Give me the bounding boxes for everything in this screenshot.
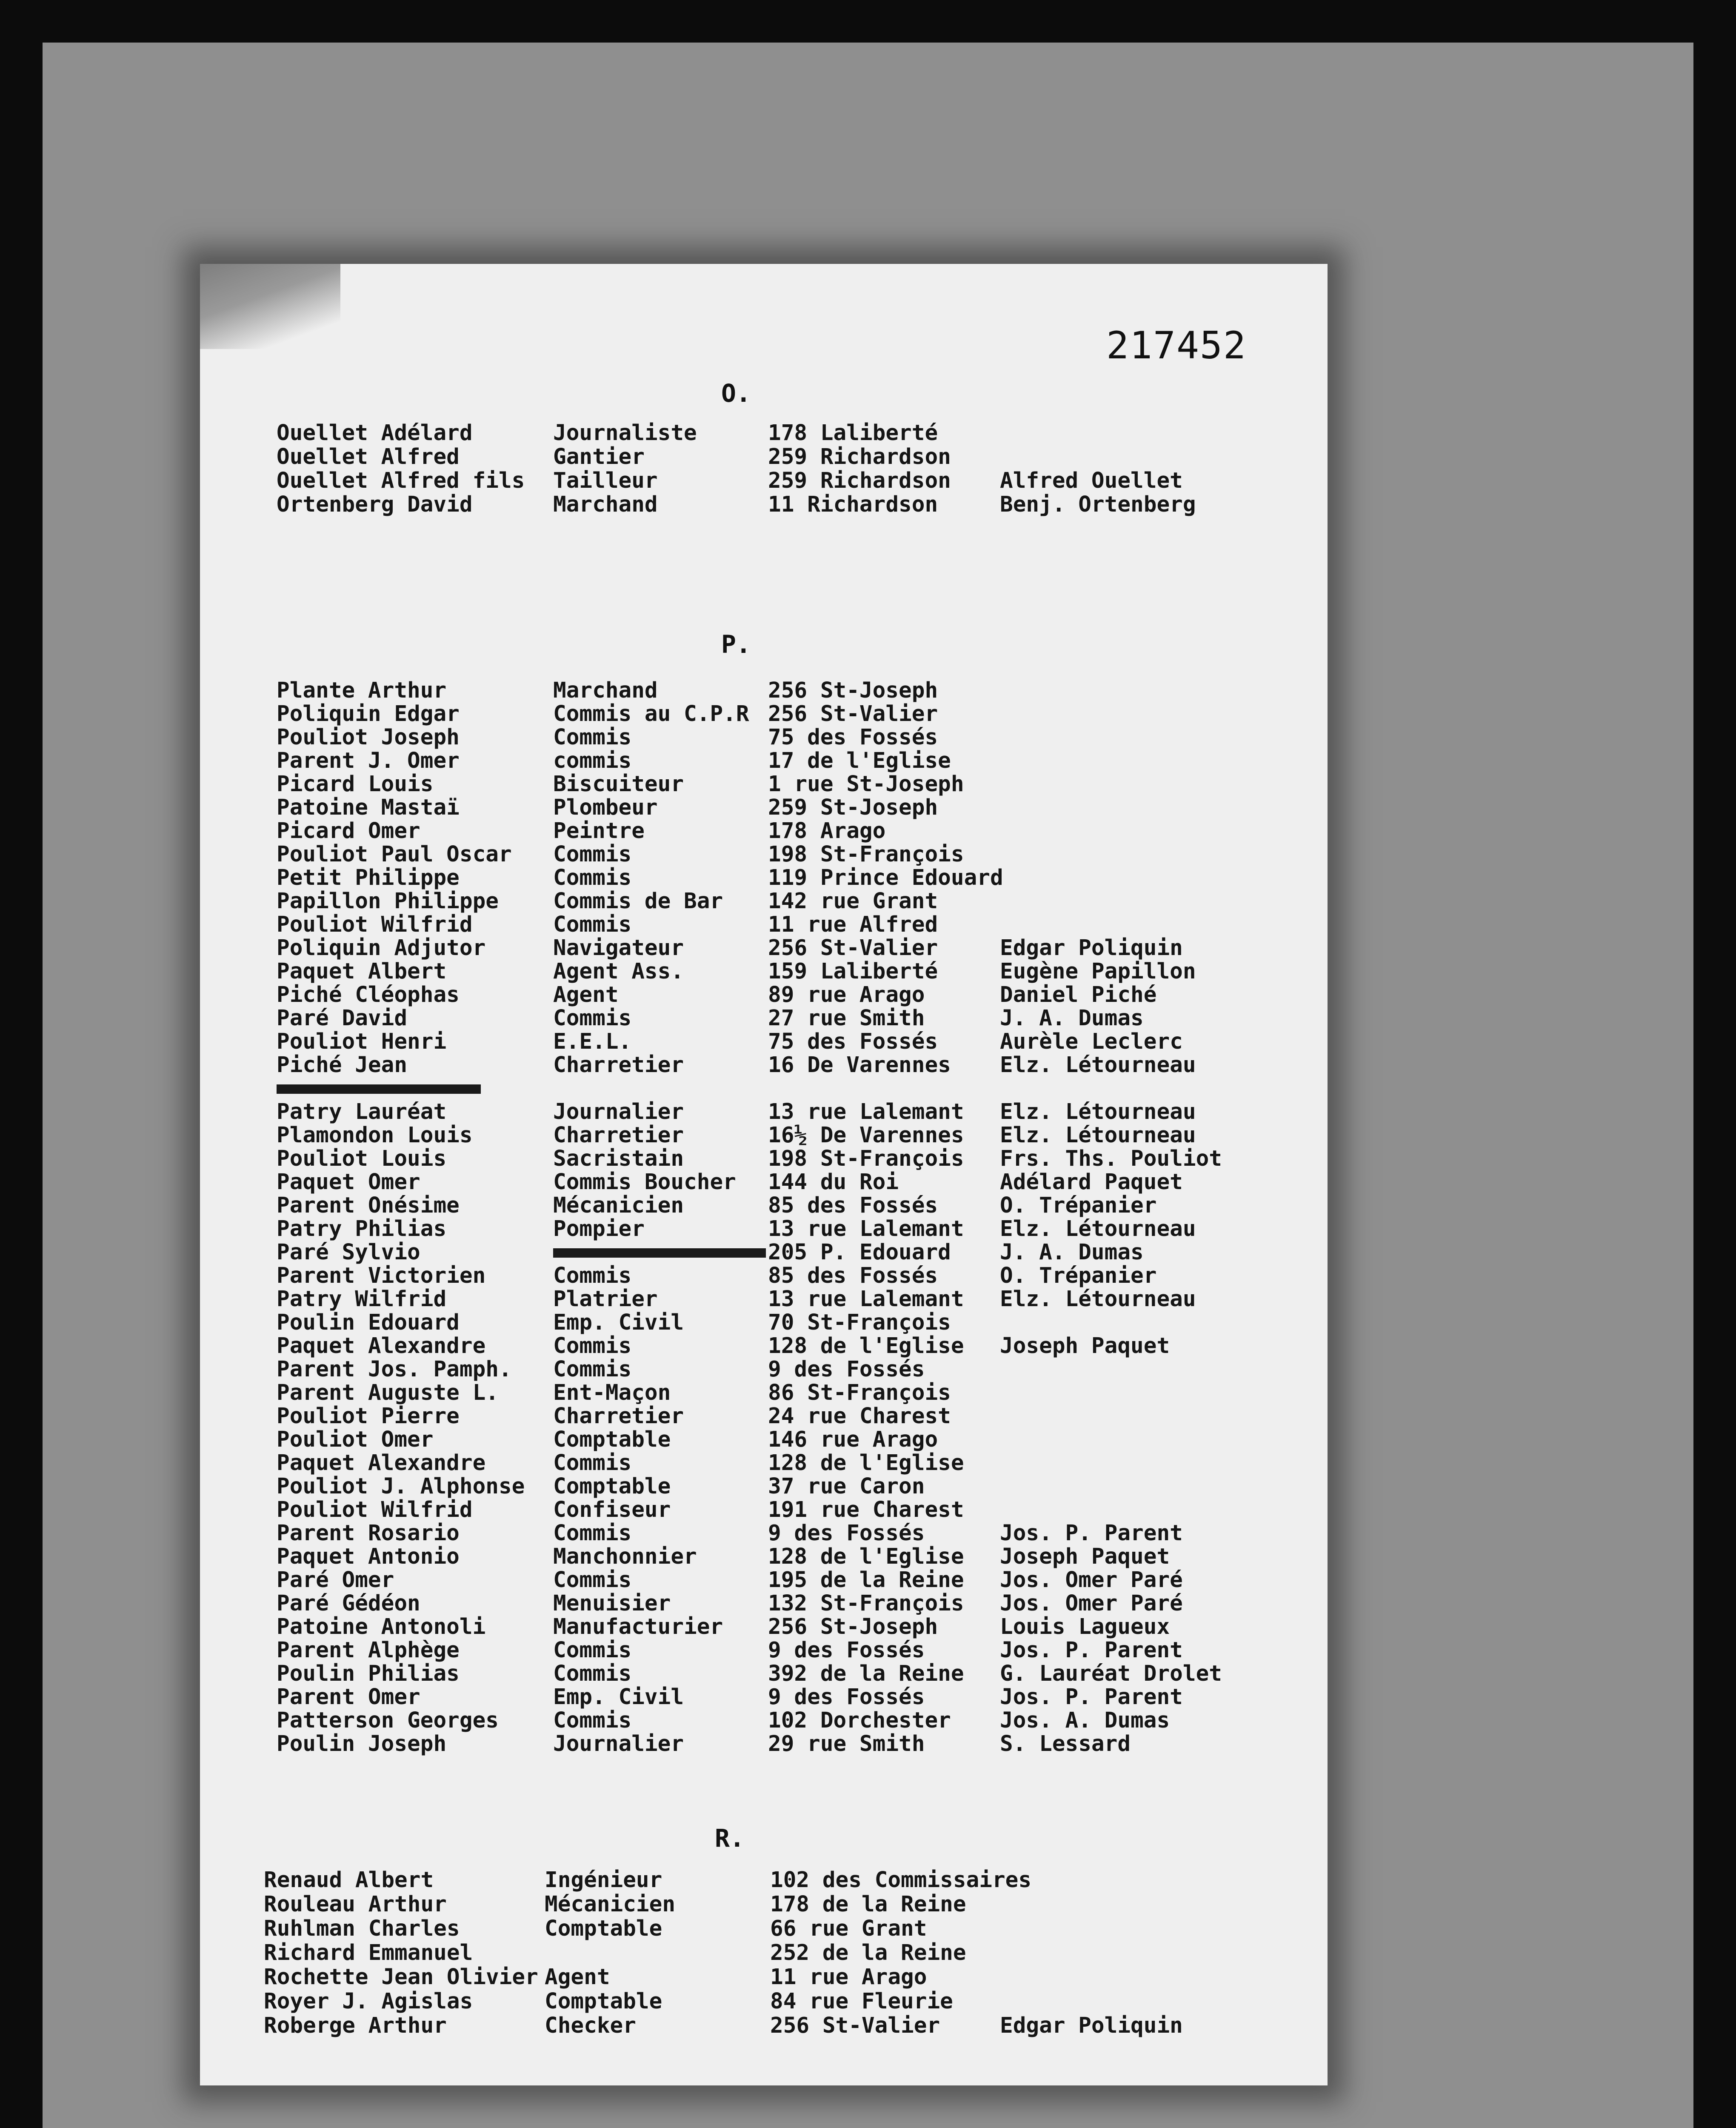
person-name: Patry Wilfrid [277,1287,447,1312]
list-item [200,1639,1328,1662]
list-item [200,1732,1328,1756]
occupation: Plombeur [553,795,658,820]
person-name: Piché Cléophas [277,982,460,1007]
address: 132 St-François [768,1591,964,1616]
person-name: Petit Philippe [277,865,460,890]
reference-name: Frs. Ths. Pouliot [1000,1146,1222,1171]
occupation: Manufacturier [553,1614,723,1639]
list-item [200,1077,1328,1101]
list-item [200,1170,1328,1194]
address: 142 rue Grant [768,889,938,914]
person-name: Royer J. Agislas [264,1989,473,2014]
list-item [200,679,1328,703]
list-item [200,445,1328,469]
person-name: Plante Arthur [277,678,447,703]
person-name: Paré Gédéon [277,1591,420,1616]
occupation: Menuisier [553,1591,671,1616]
address: 119 Prince Edouard [768,865,1003,890]
occupation: Agent [545,1965,610,1990]
list-item [200,960,1328,984]
list-item [200,1592,1328,1616]
occupation: Gantier [553,444,645,469]
person-name: Richard Emmanuel [264,1940,473,1965]
list-item [200,1053,1328,1077]
person-name: Pouliot Paul Oscar [277,842,512,867]
strikethrough-mark [277,1084,481,1094]
list-item [200,1615,1328,1639]
address: 256 St-Valier [770,2013,940,2038]
person-name: Plamondon Louis [277,1123,473,1148]
person-name: Parent Onésime [277,1193,460,1218]
occupation: Peintre [553,818,645,844]
person-name: Parent Alphège [277,1638,460,1663]
reference-name: Benj. Ortenberg [1000,492,1196,517]
list-item [200,493,1328,517]
address: 191 rue Charest [768,1497,964,1522]
list-item [200,1381,1328,1405]
person-name: Pouliot Pierre [277,1404,460,1429]
address: 259 Richardson [768,468,951,493]
reference-name: Adélard Paquet [1000,1170,1183,1195]
address: 75 des Fossés [768,1029,938,1054]
occupation: Commis [553,1357,632,1382]
section-heading-o: O. [721,379,751,408]
address: 13 rue Lalemant [768,1216,964,1241]
person-name: Poulin Philias [277,1661,460,1686]
address: 102 des Commissaires [770,1868,1032,1893]
list-item [200,1264,1328,1288]
occupation: Charretier [553,1404,684,1429]
occupation: Journaliste [553,420,697,446]
list-item [200,1334,1328,1358]
occupation: Commis [553,1567,632,1593]
person-name: Patry Lauréat [277,1099,447,1124]
occupation: Agent [553,982,619,1007]
reference-name: Edgar Poliquin [1000,935,1183,961]
list-item [200,1709,1328,1733]
reference-name: Jos. Omer Paré [1000,1567,1183,1593]
list-item [200,1965,1328,1989]
address: 256 St-Valier [768,935,938,961]
address: 259 Richardson [768,444,951,469]
address: 159 Laliberté [768,959,938,984]
reference-name: Joseph Paquet [1000,1544,1170,1569]
person-name: Parent Jos. Pamph. [277,1357,512,1382]
occupation: Ent-Maçon [553,1380,671,1405]
occupation: Pompier [553,1216,645,1241]
list-item [200,421,1328,445]
address: 13 rue Lalemant [768,1287,964,1312]
reference-name: Elz. Létourneau [1000,1123,1196,1148]
list-item [200,1685,1328,1709]
person-name: Ouellet Alfred [277,444,460,469]
list-item [200,1893,1328,1916]
person-name: Ouellet Alfred fils [277,468,525,493]
address: 195 de la Reine [768,1567,964,1593]
section-heading-r: R. [715,1824,745,1853]
person-name: Parent Auguste L. [277,1380,499,1405]
address: 9 des Fossés [768,1685,925,1710]
person-name: Pouliot Wilfrid [277,1497,473,1522]
occupation: Commis [553,842,632,867]
address: 16 De Varennes [768,1053,951,1078]
address: 16½ De Varennes [768,1123,964,1148]
occupation: Commis [553,1638,632,1663]
section-heading-p: P. [721,630,751,659]
list-item [200,1147,1328,1171]
list-item [200,1545,1328,1569]
address: 37 rue Caron [768,1474,925,1499]
person-name: Poliquin Adjutor [277,935,486,961]
list-item [200,1030,1328,1054]
list-item [200,1428,1328,1452]
list-item [200,772,1328,796]
reference-name: Aurèle Leclerc [1000,1029,1183,1054]
list-item [200,1941,1328,1965]
occupation: Commis [553,1450,632,1476]
occupation: Commis au C.P.R [553,701,749,726]
address: 9 des Fossés [768,1521,925,1546]
person-name: Ortenberg David [277,492,473,517]
person-name: Paré Omer [277,1567,394,1593]
occupation: commis [553,748,632,773]
person-name: Patry Philias [277,1216,447,1241]
list-item [200,1217,1328,1241]
person-name: Parent Rosario [277,1521,460,1546]
person-name: Pouliot Henri [277,1029,447,1054]
list-item [200,890,1328,913]
person-name: Parent Omer [277,1685,420,1710]
reference-name: Jos. Omer Paré [1000,1591,1183,1616]
address: 66 rue Grant [770,1916,927,1941]
occupation: Commis [553,865,632,890]
occupation: E.E.L. [553,1029,632,1054]
occupation: Commis [553,1708,632,1733]
address: 13 rue Lalemant [768,1099,964,1124]
person-name: Paquet Alexandre [277,1333,486,1359]
reference-name: Alfred Ouellet [1000,468,1183,493]
address: 392 de la Reine [768,1661,964,1686]
reference-name: Elz. Létourneau [1000,1053,1196,1078]
person-name: Paquet Omer [277,1170,420,1195]
reference-name: S. Lessard [1000,1731,1131,1756]
occupation: Agent Ass. [553,959,684,984]
occupation: Navigateur [553,935,684,961]
occupation: Sacristain [553,1146,684,1171]
reference-name: J. A. Dumas [1000,1240,1144,1265]
occupation: Commis [553,912,632,937]
occupation: Platrier [553,1287,658,1312]
person-name: Rouleau Arthur [264,1892,447,1917]
occupation: Mécanicien [553,1193,684,1218]
list-item [200,1241,1328,1264]
person-name: Paquet Antonio [277,1544,460,1569]
reference-name: Jos. P. Parent [1000,1521,1183,1546]
list-item [200,2014,1328,2038]
person-name: Patoine Mastaï [277,795,460,820]
person-name: Paquet Alexandre [277,1450,486,1476]
address: 144 du Roi [768,1170,899,1195]
person-name: Ruhlman Charles [264,1916,460,1941]
address: 256 St-Joseph [768,1614,938,1639]
address: 9 des Fossés [768,1357,925,1382]
strikethrough-mark [553,1248,766,1258]
address: 128 de l'Eglise [768,1450,964,1476]
list-item [200,1662,1328,1686]
address: 178 de la Reine [770,1892,966,1917]
reference-name: Daniel Piché [1000,982,1157,1007]
address: 1 rue St-Joseph [768,772,964,797]
address: 198 St-François [768,1146,964,1171]
list-item [200,983,1328,1007]
list-item [200,1522,1328,1545]
person-name: Piché Jean [277,1053,408,1078]
occupation: Commis [553,1521,632,1546]
address: 27 rue Smith [768,1006,925,1031]
person-name: Papillon Philippe [277,889,499,914]
occupation: Commis [553,1661,632,1686]
reference-name: Louis Lagueux [1000,1614,1170,1639]
person-name: Ouellet Adélard [277,420,473,446]
list-item [200,1311,1328,1335]
occupation: Mécanicien [545,1892,676,1917]
occupation: Checker [545,2013,636,2038]
list-item [200,796,1328,820]
address: 198 St-François [768,842,964,867]
occupation: Comptable [553,1474,671,1499]
occupation: Manchonnier [553,1544,697,1569]
occupation: Charretier [553,1123,684,1148]
occupation: Emp. Civil [553,1310,684,1335]
address: 24 rue Charest [768,1404,951,1429]
address: 86 St-François [768,1380,951,1405]
address: 11 rue Arago [770,1965,927,1990]
occupation: Ingénieur [545,1868,662,1893]
occupation: Comptable [553,1427,671,1452]
occupation: Commis [553,725,632,750]
address: 17 de l'Eglise [768,748,951,773]
occupation: Comptable [545,1989,662,2014]
occupation: Emp. Civil [553,1685,684,1710]
occupation: Biscuiteur [553,772,684,797]
person-name: Parent Victorien [277,1263,486,1288]
list-item [200,1475,1328,1499]
list-item [200,1124,1328,1147]
occupation: Commis [553,1333,632,1359]
person-name: Poulin Joseph [277,1731,447,1756]
reference-name: Elz. Létourneau [1000,1216,1196,1241]
person-name: Roberge Arthur [264,2013,447,2038]
person-name: Picard Louis [277,772,434,797]
list-item [200,726,1328,749]
person-name: Paré Sylvio [277,1240,420,1265]
list-item [200,1498,1328,1522]
occupation: Charretier [553,1053,684,1078]
document-page [200,264,1328,2085]
reference-name: G. Lauréat Drolet [1000,1661,1222,1686]
list-item [200,819,1328,843]
address: 89 rue Arago [768,982,925,1007]
occupation: Commis [553,1263,632,1288]
address: 259 St-Joseph [768,795,938,820]
address: 11 rue Alfred [768,912,938,937]
reference-name: O. Trépanier [1000,1263,1157,1288]
address: 252 de la Reine [770,1940,966,1965]
address: 29 rue Smith [768,1731,925,1756]
address: 75 des Fossés [768,725,938,750]
address: 102 Dorchester [768,1708,951,1733]
address: 178 Laliberté [768,420,938,446]
list-item [200,866,1328,890]
address: 84 rue Fleurie [770,1989,953,2014]
address: 205 P. Edouard [768,1240,951,1265]
person-name: Pouliot Louis [277,1146,447,1171]
list-item [200,1358,1328,1381]
list-item [200,936,1328,960]
list-item [200,702,1328,726]
address: 128 de l'Eglise [768,1544,964,1569]
list-item [200,749,1328,773]
address: 9 des Fossés [768,1638,925,1663]
person-name: Pouliot Omer [277,1427,434,1452]
list-item [200,1194,1328,1218]
occupation: Commis [553,1006,632,1031]
person-name: Patterson Georges [277,1708,499,1733]
address: 256 St-Joseph [768,678,938,703]
list-item [200,1287,1328,1311]
address: 256 St-Valier [768,701,938,726]
occupation: Journalier [553,1099,684,1124]
document-number: 217452 [1106,323,1247,367]
address: 70 St-François [768,1310,951,1335]
address: 146 rue Arago [768,1427,938,1452]
list-item [200,1990,1328,2014]
torn-corner [200,264,340,349]
person-name: Pouliot Wilfrid [277,912,473,937]
reference-name: O. Trépanier [1000,1193,1157,1218]
person-name: Poulin Edouard [277,1310,460,1335]
list-item [200,913,1328,937]
person-name: Rochette Jean Olivier [264,1965,538,1990]
reference-name: Eugène Papillon [1000,959,1196,984]
list-item [200,1868,1328,1892]
person-name: Paré David [277,1006,408,1031]
reference-name: Jos. P. Parent [1000,1685,1183,1710]
occupation: Marchand [553,678,658,703]
person-name: Poliquin Edgar [277,701,460,726]
reference-name: Edgar Poliquin [1000,2013,1183,2038]
occupation: Tailleur [553,468,658,493]
address: 178 Arago [768,818,886,844]
person-name: Pouliot Joseph [277,725,460,750]
occupation: Marchand [553,492,658,517]
address: 128 de l'Eglise [768,1333,964,1359]
occupation: Journalier [553,1731,684,1756]
person-name: Patoine Antonoli [277,1614,486,1639]
list-item [200,1917,1328,1941]
occupation: Confiseur [553,1497,671,1522]
reference-name: Jos. A. Dumas [1000,1708,1170,1733]
address: 85 des Fossés [768,1193,938,1218]
person-name: Picard Omer [277,818,420,844]
person-name: Renaud Albert [264,1868,434,1893]
list-item [200,1568,1328,1592]
list-item [200,1451,1328,1475]
address: 85 des Fossés [768,1263,938,1288]
reference-name: Joseph Paquet [1000,1333,1170,1359]
reference-name: Elz. Létourneau [1000,1099,1196,1124]
occupation: Commis Boucher [553,1170,736,1195]
person-name: Parent J. Omer [277,748,460,773]
occupation: Comptable [545,1916,662,1941]
person-name: Pouliot J. Alphonse [277,1474,525,1499]
list-item [200,1100,1328,1124]
list-item [200,843,1328,867]
reference-name: Elz. Létourneau [1000,1287,1196,1312]
address: 11 Richardson [768,492,938,517]
person-name: Paquet Albert [277,959,447,984]
list-item [200,1007,1328,1030]
list-item [200,1404,1328,1428]
list-item [200,469,1328,493]
reference-name: Jos. P. Parent [1000,1638,1183,1663]
occupation: Commis de Bar [553,889,723,914]
reference-name: J. A. Dumas [1000,1006,1144,1031]
